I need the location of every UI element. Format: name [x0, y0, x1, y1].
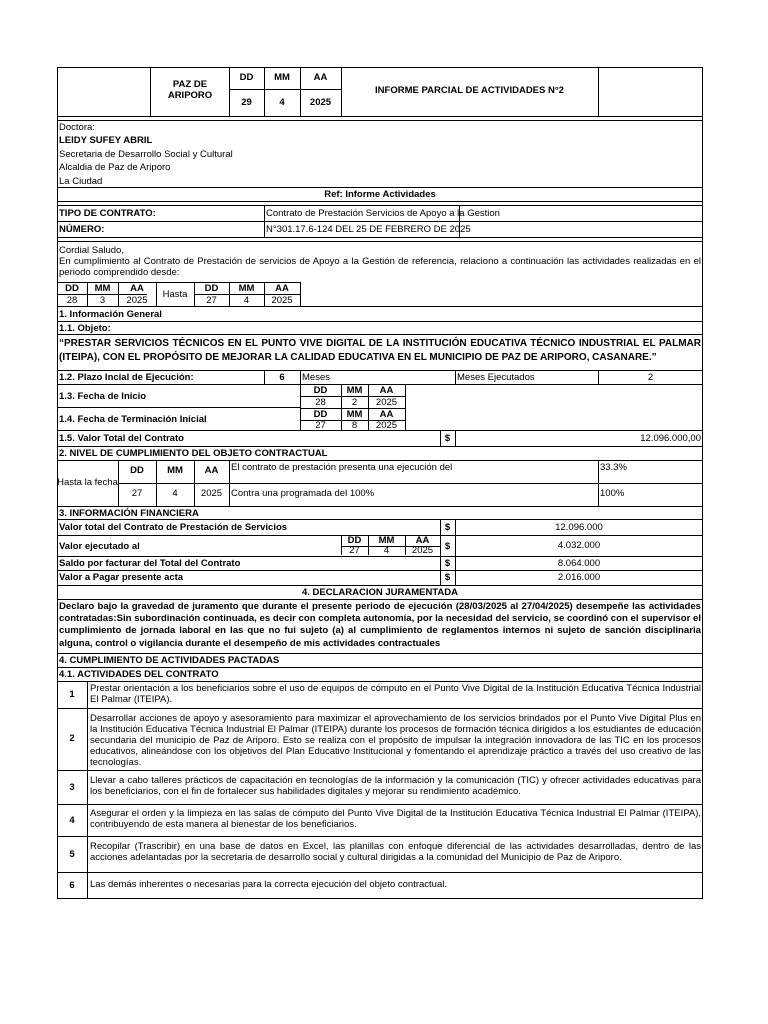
report-title: INFORME PARCIAL DE ACTIVIDADES N°2	[375, 85, 564, 96]
to-dd: 27	[206, 295, 217, 306]
to-aa-label: AA	[275, 283, 289, 294]
object-text: “PRESTAR SERVICIOS TÉCNICOS EN EL PUNTO VIVE DIGITAL DE LA INSTITUCIÓN EDUCATIVA TÉCNICO INDUSTRIAL EL PALMAR (ITEIPA), CON EL PROPÓSITO DE MEJORAR LA CALIDAD EDUCATIVA EN EL MUNICIPIO DE PAZ DE ARIPORO, CASANARE.”	[59, 338, 701, 363]
fin-mm: 4	[383, 545, 390, 556]
activity-text: Llevar a cabo talleres prácticos de capacitación en tecnologías de la información y la comunicación (TIC) y ofrecer actividades educativas para los beneficiarios, con el fin de fortalecer sus habilidades digitales y mejorar su rendimiento académico.	[90, 775, 701, 797]
activity-number: 1	[69, 689, 75, 700]
executed-months-value: 2	[647, 372, 654, 383]
from-mm: 3	[99, 295, 106, 306]
section2-title: 2. NIVEL DE CUMPLIMIENTO DEL OBJETO CONTRACTUAL	[59, 448, 328, 459]
total-currency: $	[444, 433, 451, 444]
fin-mm-label: MM	[378, 535, 395, 546]
contract-number-label: NÚMERO:	[59, 224, 105, 235]
fin-aa: 2025	[411, 545, 434, 556]
start-mm-label: MM	[346, 385, 363, 396]
programmed-percent: 100%	[600, 488, 625, 499]
addressee-entity: Alcaldia de Paz de Ariporo	[59, 162, 171, 173]
section1-title: 1. Información General	[59, 309, 162, 320]
fin-executed-value: 4.032.000	[557, 540, 601, 551]
fin-executed-currency: $	[444, 541, 451, 552]
end-aa: 2025	[375, 420, 398, 431]
fin-executed-label: Valor ejecutado al	[59, 541, 140, 552]
to-mm-label: MM	[238, 283, 255, 294]
start-aa: 2025	[375, 397, 398, 408]
s2-aa: 2025	[200, 488, 223, 499]
start-dd: 28	[315, 397, 326, 408]
term-label: 1.2. Plazo Incial de Ejecución:	[59, 372, 194, 383]
to-aa: 2025	[271, 295, 293, 306]
fin-pay-currency: $	[444, 572, 451, 583]
from-dd-label: DD	[65, 283, 79, 294]
execution-percent: 33.3%	[600, 462, 627, 473]
activity-text: Desarrollar acciones de apoyo y asesoramiento para maximizar el aprovechamiento de los servicios brindados por el Punto Vive Digital Plus en la Institución Educativa Técnica Industrial El Palmar (ITEIPA) durante los procesos de formación técnica dirigidos a los estudiantes de educación secundaria del municipio de Paz de Ariporo. Esto se realiza con el propósito de impulsar la integración innovadora de las TIC en los procesos educativos, alineándose con los objetivos del Plan Educativo Institucional y fomentando el aprendizaje práctico a través del uso creativo de las tecnologías.	[90, 713, 701, 768]
fin-aa-label: AA	[415, 535, 430, 546]
to-date-label: Hasta la fecha	[57, 477, 118, 488]
aa-label: AA	[313, 72, 328, 83]
contract-type-value: Contrato de Prestación Servicios de Apoyo a la Gestion	[266, 208, 500, 219]
start-mm: 2	[351, 397, 358, 408]
from-aa-label: AA	[130, 283, 144, 294]
object-label: 1.1. Objeto:	[59, 323, 111, 334]
start-date-label: 1.3. Fecha de Inicio	[59, 391, 147, 402]
term-unit: Meses	[302, 372, 330, 383]
greeting: Cordial Saludo,	[59, 245, 124, 256]
total-value-label: 1.5. Valor Total del Contrato	[59, 433, 184, 444]
activity-number: 4	[69, 815, 75, 826]
fin-balance-label: Saldo por facturar del Total del Contrato	[59, 558, 241, 569]
activity-text: Prestar orientación a los beneficiarios sobre el uso de equipos de cómputo en el Punto Vive Digital de la Institución Educativa Técnica Industrial El Palmar (ITEIPA).	[90, 683, 701, 705]
fin-pay-value: 2.016.000	[557, 572, 601, 583]
end-date-label: 1.4. Fecha de Terminación Inicial	[59, 414, 207, 425]
activity-text: Asegurar el orden y la limpieza en las salas de cómputo del Punto Vive Digital de la Institución Educativa Técnica Industrial El Palmar (ITEIPA), contribuyendo de esta manera al bienestar de los beneficiarios.	[90, 808, 701, 830]
term-value: 6	[279, 372, 285, 383]
contract-number-value: N°301.17.6-124 DEL 25 DE FEBRERO DE 2025	[266, 224, 471, 235]
fin-total-value: 12.096.000	[555, 522, 603, 533]
activity-number: 5	[69, 849, 75, 860]
activities-title: 4. CUMPLIMIENTO DE ACTIVIDADES PACTADAS	[59, 655, 280, 666]
from-mm-label: MM	[94, 283, 111, 294]
contract-type-label: TIPO DE CONTRATO:	[59, 208, 156, 219]
place: PAZ DE ARIPORO	[167, 79, 213, 101]
fin-pay-label: Valor a Pagar presente acta	[59, 572, 184, 583]
end-mm: 8	[351, 420, 358, 431]
from-aa: 2025	[126, 295, 148, 306]
execution-text: El contrato de prestación presenta una ejecución del	[231, 462, 453, 473]
activity-text: Recopilar (Trascribir) en una base de datos en Excel, las planillas con enfoque diferencial de las actividades desarrolladas, dentro de las acciones adelantadas por la secretaria de desarrollo social y cultural dirigidas a la comunidad del Municipio de Paz de Ariporo.	[90, 841, 701, 863]
activity-text: Las demás inherentes o necesarias para la correcta ejecución del objeto contractual.	[90, 879, 447, 890]
section4-title: 4. DECLARACION JURAMENTADA	[301, 587, 459, 598]
section3-title: 3. INFORMACIÓN FINANCIERA	[59, 508, 199, 519]
s2-dd: 27	[131, 488, 143, 499]
s2-dd-label: DD	[130, 465, 144, 476]
mm-label: MM	[274, 72, 290, 83]
ref-line: Ref: Informe Actividades	[324, 189, 436, 200]
fin-dd: 27	[349, 545, 360, 556]
end-mm-label: MM	[346, 409, 363, 420]
end-aa-label: AA	[379, 409, 394, 420]
declaration-text: Declaro bajo la gravedad de juramento que durante el presente periodo de ejecución (28/03/2025 al 27/04/2025) desempeñe las actividades contratadas:Sin subordinación continuada, es decir con completa autonomía, por la necesidad del servicio, se coordinó con el supervisor el cumplimiento de jornada laboral en las que no fui sujeto (a) al cumplimiento de reglamentos internos ni sujeto de sanción disciplinaria alguna, control o vigilancia durante el desempeño de mis actividades contractuales	[59, 601, 701, 649]
start-aa-label: AA	[379, 385, 394, 396]
s2-mm-label: MM	[167, 465, 183, 476]
fin-total-label: Valor total del Contrato de Prestación de Servicios	[59, 522, 288, 533]
activities-subtitle: 4.1. ACTIVIDADES DEL CONTRATO	[59, 669, 219, 680]
addressee-city: La Ciudad	[59, 176, 103, 187]
to-mm: 4	[243, 295, 250, 306]
date-dd: 29	[241, 97, 252, 108]
end-dd: 27	[315, 420, 326, 431]
fin-balance-currency: $	[444, 558, 451, 569]
addressee-position: Secretaria de Desarrollo Social y Cultural	[59, 149, 233, 160]
activity-number: 3	[69, 782, 75, 793]
dd-label: DD	[239, 72, 254, 83]
intro-text: En cumplimiento al Contrato de Prestación de servicios de Apoyo a la Gestión de referencia, relaciono a continuación las actividades realizadas en el periodo comprendido desde:	[59, 256, 701, 278]
s2-aa-label: AA	[204, 465, 219, 476]
date-mm: 4	[279, 97, 285, 108]
activity-number: 2	[69, 733, 75, 744]
s2-mm: 4	[172, 488, 178, 499]
total-value: 12.096.000,00	[640, 433, 701, 444]
date-aa: 2025	[309, 97, 332, 108]
end-dd-label: DD	[313, 409, 328, 420]
salutation: Doctora:	[59, 122, 95, 133]
fin-total-currency: $	[444, 522, 451, 533]
fin-dd-label: DD	[347, 535, 362, 546]
addressee-name: LEIDY SUFEY ABRIL	[59, 135, 153, 146]
to-dd-label: DD	[204, 283, 219, 294]
from-dd: 28	[66, 295, 78, 306]
executed-months-label: Meses Ejecutados	[457, 372, 535, 383]
activity-number: 6	[69, 880, 75, 891]
start-dd-label: DD	[313, 385, 328, 396]
fin-balance-value: 8.064.000	[557, 558, 601, 569]
until-label: Hasta	[162, 289, 188, 300]
programmed-text: Contra una programada del 100%	[231, 488, 375, 499]
